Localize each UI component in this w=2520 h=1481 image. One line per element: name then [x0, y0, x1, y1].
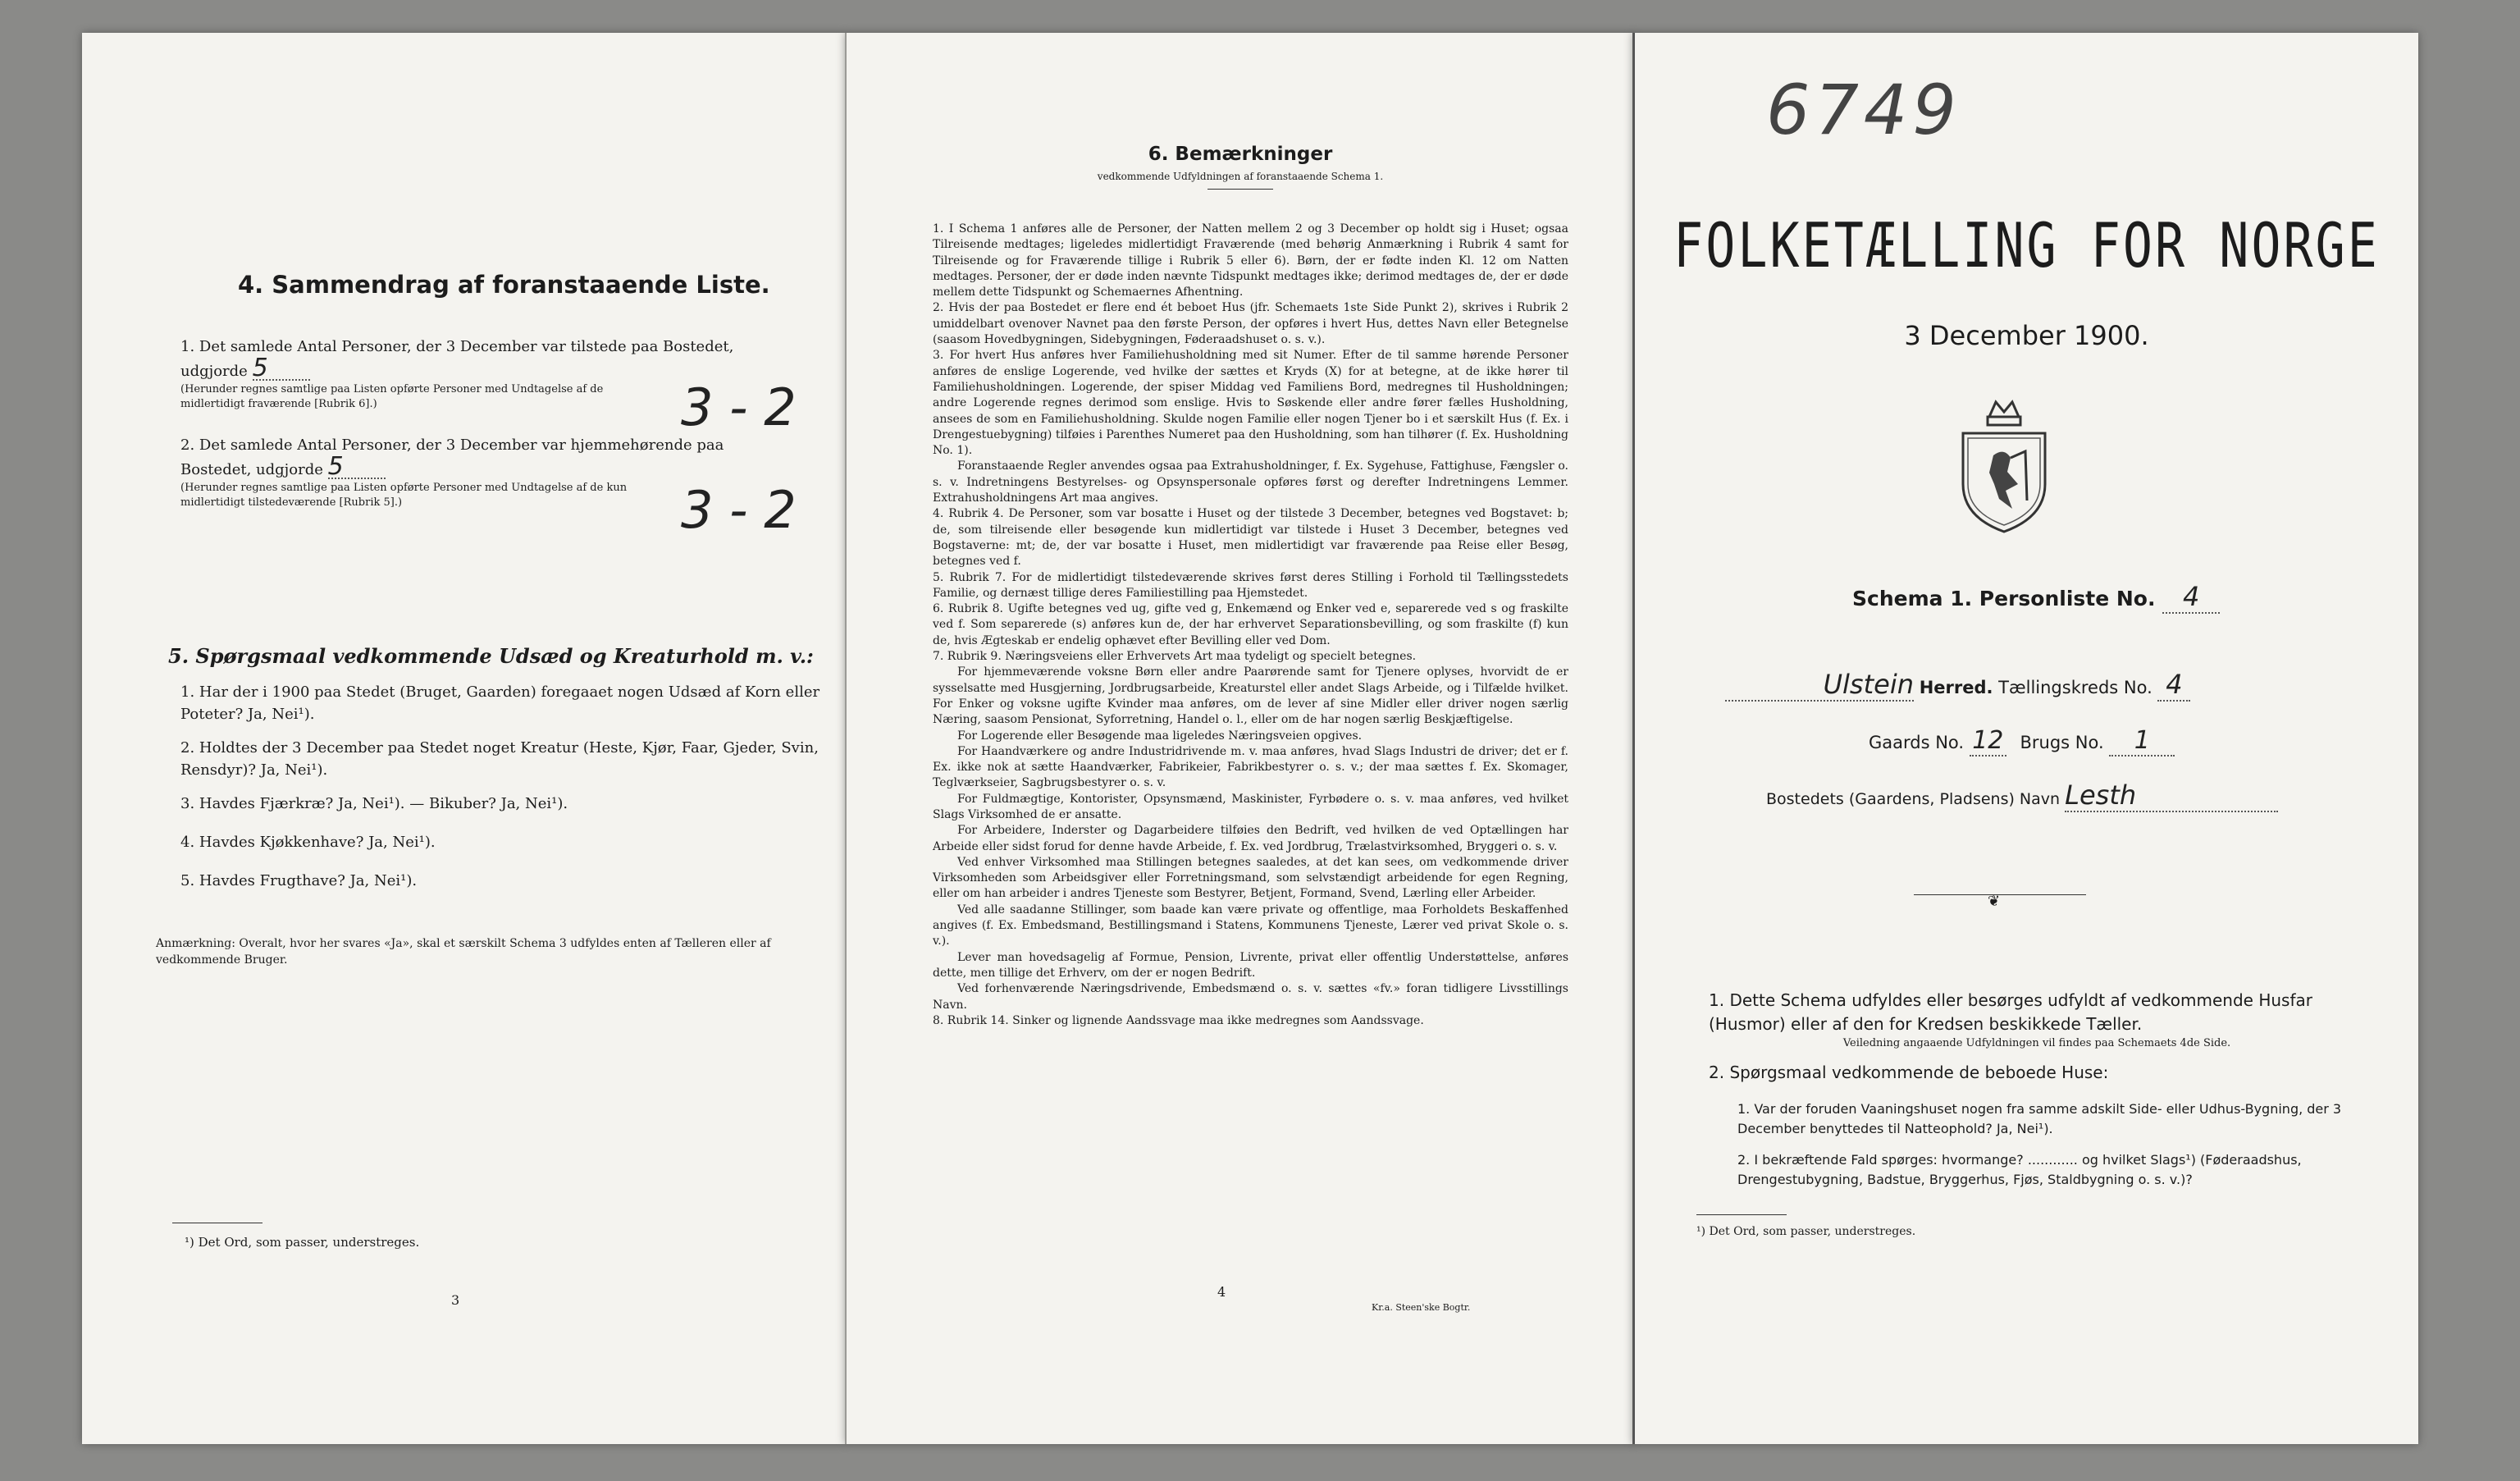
instruction-1-note: Veiledning angaaende Udfyldningen vil findes paa Schemaets 4de Side. — [1842, 1037, 2231, 1049]
remark-paragraph: For Fuldmægtige, Kontorister, Opsynsmænd, Maskinister, Fyrbødere o. s. v. maa anføres, ved hvilket Slags Virksomhed de er ansatte. — [933, 792, 1568, 821]
item2-line1: 2. Det samlede Antal Personer, der 3 December var hjemmehørende paa — [180, 437, 724, 454]
question-3: 3. Havdes Fjærkræ? Ja, Nei¹). — Bikuber? Ja, Nei¹). — [180, 795, 568, 812]
document-title: FOLKETÆLLING FOR NORGE — [1673, 210, 2380, 282]
herred-label: Herred. — [1919, 678, 1993, 697]
house-questions — [1737, 1099, 2385, 1190]
remark-paragraph: For Logerende eller Besøgende maa ligeledes Næringsveien opgives. — [957, 729, 1363, 743]
brugs-number: 1 — [2109, 726, 2175, 756]
remark-paragraph: Ved forhenværende Næringsdrivende, Embedsmænd o. s. v. sættes «fv.» foran tidligere Livsstillings Navn. — [933, 982, 1568, 1012]
item2-handwritten-correction: 3 - 2 — [681, 480, 797, 540]
gaards-label: Gaards No. — [1869, 733, 1965, 752]
remark-paragraph: Foranstaaende Regler anvendes ogsaa paa Extrahusholdninger, f. Ex. Sygehuse, Fattighuse, Fængsler o. s. v. Indretningens Bestyrelses- og Opsynspersonale opføres først og derefter Indretningens Lemmer. Extrahusholdningens Art maa angives. — [933, 459, 1568, 505]
page-three — [82, 33, 845, 1444]
remark: Anmærkning: Overalt, hvor her svares «Ja», skal et særskilt Schema 3 udfyldes enten af Tælleren eller af vedkommende Bruger. — [156, 937, 771, 967]
item1-line1: 1. Det samlede Antal Personer, der 3 December var tilstede paa Bostedet, — [180, 338, 734, 355]
schema-line — [1852, 581, 2220, 614]
coat-of-arms-icon — [1956, 394, 2052, 535]
remark-paragraph: 2. Hvis der paa Bostedet er flere end ét beboet Hus (jfr. Schemaets 1ste Side Punkt 2), skrives i Rubrik 2 umiddelbart ovenover Navnet paa den første Person, der opføres i hvert Hus, dettes Navn eller Betegnelse (saasom Hovedbygningen, Sidebygningen, Føderaadshuset o. s. v.). — [933, 301, 1568, 347]
remark-paragraph: Ved alle saadanne Stillinger, som baade kan være private og offentlige, maa Forholdets Beskaffenhed angives (f. Ex. Embedsmand, Bestillingsmand i Statens, Kommunens Tjeneste, Lærer ved privat Skole o. s. v.). — [933, 903, 1568, 948]
herred-line — [1725, 669, 2316, 702]
item1-value: 5 — [253, 358, 310, 381]
gaards-line — [1869, 726, 2175, 756]
footnote-divider — [1696, 1214, 1787, 1215]
archive-number: 6749 — [1766, 70, 1961, 150]
house-question-1: 1. Var der foruden Vaaningshuset nogen fra samme adskilt Side- eller Udhus-Bygning, der 3 December benyttedes til Natteophold? Ja, Nei¹). — [1737, 1101, 2342, 1136]
gaards-number: 12 — [1970, 726, 2006, 756]
page-number: 3 — [451, 1292, 460, 1308]
item1-handwritten-correction: 3 - 2 — [681, 377, 797, 437]
schema-label: Schema 1. Personliste No. — [1852, 587, 2156, 610]
item2-line2: Bostedet, udgjorde — [180, 461, 323, 478]
section5-heading: 5. Spørgsmaal vedkommende Udsæd og Kreaturhold m. v.: — [168, 644, 814, 668]
printer-mark: Kr.a. Steen'ske Bogtr. — [1372, 1302, 1471, 1313]
instruction-1 — [1709, 989, 2365, 1051]
item2-value: 5 — [328, 456, 386, 479]
remark-paragraph: 4. Rubrik 4. De Personer, som var bosatte i Huset og der tilstede 3 December, betegnes ved Bogstavet: b; de, som tilreisende eller besøgende kun midlertidigt var tilstede i Huset 3 December, betegnes ved Bogstaverne: mt; de, der var bosatte i Huset, men midlertidigt var fraværende paa Reise eller Besøg, betegnes ved f. — [933, 507, 1568, 569]
census-date: 3 December 1900. — [1904, 320, 2149, 351]
remark-paragraph: Ved enhver Virksomhed maa Stillingen betegnes saaledes, at det kan sees, om vedkommende driver Virksomheden som Arbeidsgiver eller Forretningsmand, som selvstændigt arbeidende for egen Regning, eller om han arbeider i andres Tjeneste som Bestyrer, Betjent, Formand, Svend, Lærling eller Arbeider. — [933, 855, 1568, 901]
herred-value: Ulstein — [1725, 669, 1914, 702]
item1-note: (Herunder regnes samtlige paa Listen opførte Personer med Undtagelse af de midlertidigt fraværende [Rubrik 6].) — [180, 383, 604, 410]
page-one-title — [1632, 33, 2418, 1444]
instruction-1-text: 1. Dette Schema udfyldes eller besørges udfyldt af vedkommende Husfar (Husmor) eller af den for Kredsen beskikkede Tæller. — [1709, 990, 2312, 1034]
schema-number: 4 — [2162, 581, 2220, 614]
remarks-list — [933, 222, 1568, 1029]
question-2: 2. Holdtes der 3 December paa Stedet noget Kreatur (Heste, Kjør, Faar, Gjeder, Svin, Rensdyr)? Ja, Nei¹). — [180, 739, 819, 779]
remark-paragraph: Lever man hovedsagelig af Formue, Pension, Livrente, privat eller offentlig Understøttelse, anføres dette, men tillige det Erhverv, om der er nogen Bedrift. — [933, 950, 1568, 980]
ornament-icon: ❦ — [1988, 893, 2001, 910]
question-1: 1. Har der i 1900 paa Stedet (Bruget, Gaarden) foregaaet nogen Udsæd af Korn eller Poteter? Ja, Nei¹). — [180, 683, 820, 723]
kreds-number: 4 — [2157, 669, 2190, 702]
remark-paragraph: 5. Rubrik 7. For de midlertidigt tilstedeværende skrives først deres Stilling i Forhold til Tællingsstedets Familie, og dernæst tillige deres Familiestilling paa Hjemstedet. — [933, 570, 1568, 600]
remark-paragraph: 6. Rubrik 8. Ugifte betegnes ved ug, gifte ved g, Enkemænd og Enker ved e, separerede ved s og fraskilte ved f. Som separerede (s) anføres kun de, der har erhvervet Separationsbevilling, og som fraskilte (f) kun de, hvis Ægteskab er endelig ophævet efter Bevilling eller ved Dom. — [933, 602, 1568, 647]
remarks-subheading: vedkommende Udfyldningen af foranstaaende Schema 1. — [1097, 171, 1384, 182]
house-question-2: 2. I bekræftende Fald spørges: hvormange? ............ og hvilket Slags¹) (Føderaadshus, Drengestubygning, Badstue, Bryggerhus, Fjøs, Staldbygning o. s. v.)? — [1737, 1152, 2302, 1187]
section4-heading: 4. Sammendrag af foranstaaende Liste. — [238, 271, 770, 299]
remark-paragraph: 1. I Schema 1 anføres alle de Personer, der Natten mellem 2 og 3 December op holdt sig i Huset; ogsaa Tilreisende medtages; ligeledes midlertidigt Fraværende (med behørig Anmærkning i Rubrik 4 samt for Tilreisende og for Fraværende tillige i Rubrik 5 eller 6). Børn, der er fødte inden Kl. 12 om Natten medtages. Personer, der er døde inden nævnte Tidspunkt medtages ikke; derimod medtages de, der er døde mellem dette Tidspunkt og Schemaernes Afhentning. — [933, 222, 1568, 299]
footnote: ¹) Det Ord, som passer, understreges. — [1696, 1225, 1916, 1238]
bosted-label: Bostedets (Gaardens, Pladsens) Navn — [1766, 790, 2061, 808]
instruction-2: 2. Spørgsmaal vedkommende de beboede Huse: — [1709, 1063, 2109, 1082]
remarks-heading: 6. Bemærkninger — [1148, 144, 1333, 165]
item2-note: (Herunder regnes samtlige paa Listen opførte Personer med Undtagelse af de kun midlertidigt tilstedeværende [Rubrik 5].) — [180, 482, 628, 509]
page-four — [845, 33, 1634, 1444]
brugs-label: Brugs No. — [2020, 733, 2104, 752]
heading-divider — [1208, 189, 1273, 190]
question-5: 5. Havdes Frugthave? Ja, Nei¹). — [180, 872, 418, 889]
remark-paragraph: 3. For hvert Hus anføres hver Familiehusholdning med sit Numer. Efter de til samme hørende Personer anføres de enslige Logerende, ved hvilke der sættes et Kryds (X) for at betegne, at de ikke hører til Familiehusholdningen. Logerende, der spiser Middag ved Familiens Bord, medregnes til Husholdningen; andre Logerende regnes derimod som enslige. Hvis to Søskende eller andre fører fælles Husholdning, ansees de som en Familiehusholdning. Skulde nogen Familie eller nogen Tjener bo i et særskilt Hus (f. Ex. i Drengestuebygning) tilføies i Parenthes Numeret paa den Husholdning, som han tilhører (f. Ex. Husholdning No. 1). — [933, 349, 1568, 458]
kreds-label: Tællingskreds No. — [1998, 678, 2152, 697]
remark-paragraph: 8. Rubrik 14. Sinker og lignende Aandssvage maa ikke medregnes som Aandssvage. — [933, 1013, 1424, 1027]
item1-line2: udgjorde — [180, 363, 248, 380]
remark-paragraph: 7. Rubrik 9. Næringsveiens eller Erhvervets Art maa tydeligt og specielt betegnes. — [933, 650, 1417, 664]
page-number: 4 — [1217, 1284, 1226, 1300]
remark-paragraph: For hjemmeværende voksne Børn eller andre Paarørende samt for Tjenere oplyses, hvorvidt de er sysselsatte med Husgjerning, Jordbrugsarbeide, Kreaturstel eller andet Slags Arbeide, og i Tilfælde hvilket. For Enker og voksne ugifte Kvinder maa anføres, om de lever af sine Midler eller driver nogen særlig Næring, saasom Pensionat, Syforretning, Handel o. l., eller om de har nogen særlig Beskjæftigelse. — [933, 665, 1568, 727]
footnote: ¹) Det Ord, som passer, understreges. — [185, 1235, 420, 1250]
remark-paragraph: For Haandværkere og andre Industridrivende m. v. maa anføres, hvad Slags Industri de driver; det er f. Ex. ikke nok at sætte Haandværker, Fabrikeier, Fabrikbestyrer o. s. v.; der maa sættes f. Ex. Skomager, Teglværkseier, Sagbrugsbestyrer o. s. v. — [933, 744, 1568, 790]
bosted-value: Lesth — [2065, 779, 2278, 812]
bosted-line — [1766, 779, 2278, 812]
remark-paragraph: For Arbeidere, Inderster og Dagarbeidere tilføies den Bedrift, ved hvilken de ved Optællingen har Arbeide eller sidst forud for denne havde Arbeide, f. Ex. ved Jordbrug, Trælastvirksomhed, Bryggeri o. s. v. — [933, 824, 1568, 853]
section5-questions — [180, 681, 829, 892]
question-4: 4. Havdes Kjøkkenhave? Ja, Nei¹). — [180, 834, 436, 851]
